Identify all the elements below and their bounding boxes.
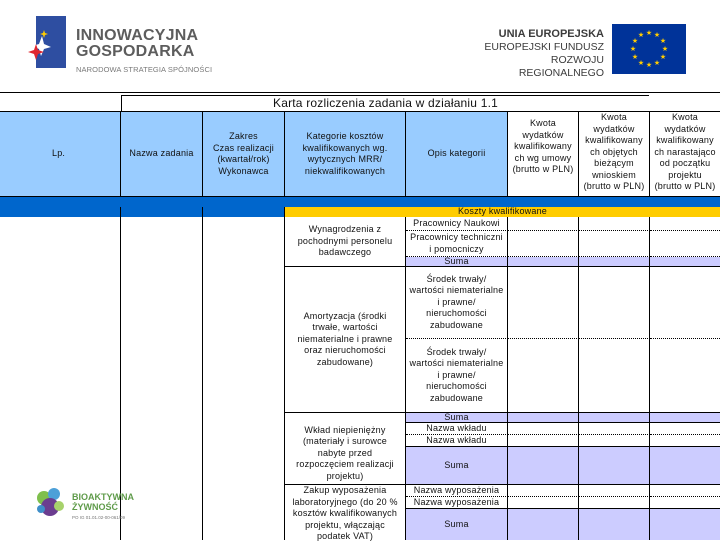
ig-subtitle: NARODOWA STRATEGIA SPÓJNOŚCI xyxy=(76,65,213,74)
item-pracownicy-naukowi: Pracownicy Naukowi xyxy=(406,217,508,231)
item-nazwa-wkladu-1: Nazwa wkładu xyxy=(406,423,508,435)
value-cell[interactable] xyxy=(579,267,650,339)
sum-value-cell xyxy=(650,447,720,485)
value-cell[interactable] xyxy=(650,267,720,339)
table-title: Karta rozliczenia zadania w działaniu 1.1 xyxy=(121,95,649,111)
svg-text:★: ★ xyxy=(645,29,653,37)
col-header-kwota-narastajaco: Kwota wydatków kwalifikowany ch narastająco od początku projektu (brutto w PLN) xyxy=(650,111,720,197)
group-amortyzacja: Amortyzacja (środki trwałe, wartości niematerialne i prawne oraz nieruchomości zabudowane) xyxy=(285,267,406,413)
ig-title-line2: GOSPODARKA xyxy=(76,43,195,60)
sum-wynagrodzenia: Suma xyxy=(406,257,508,267)
sum-value-cell xyxy=(508,447,579,485)
col-header-kategorie: Kategorie kosztów kwalifikowanych wg. wytycznych MRR/ niekwalifikowanych xyxy=(285,111,406,197)
value-cell[interactable] xyxy=(650,217,720,231)
item-srodek-trwaly-2: Środek trwały/ wartości niematerialne i prawne/ nieruchomości zabudowane xyxy=(406,339,508,413)
bio-title-line2: ŻYWNOŚĆ xyxy=(72,502,118,512)
sum-value-cell xyxy=(508,257,579,267)
sum-value-cell xyxy=(508,509,579,540)
sum-zakup: Suma xyxy=(406,509,508,540)
value-cell[interactable] xyxy=(508,231,579,257)
sum-amortyzacja: Suma xyxy=(406,413,508,423)
value-cell[interactable] xyxy=(650,423,720,435)
bioaktywna-zywnosc-logo xyxy=(30,482,70,522)
settlement-table xyxy=(0,93,720,540)
sum-value-cell xyxy=(579,257,650,267)
item-nazwa-wkladu-2: Nazwa wkładu xyxy=(406,435,508,447)
value-cell[interactable] xyxy=(650,497,720,509)
value-cell[interactable] xyxy=(579,423,650,435)
value-cell[interactable] xyxy=(579,485,650,497)
sum-wklad: Suma xyxy=(406,447,508,485)
value-cell[interactable] xyxy=(650,231,720,257)
value-cell[interactable] xyxy=(579,497,650,509)
value-cell[interactable] xyxy=(650,435,720,447)
group-zakup-wyposazenia: Zakup wyposażenia laboratoryjnego (do 20 % kosztów kwalifikowanych projektu, włączając podatek VAT) xyxy=(285,485,406,540)
value-cell[interactable] xyxy=(508,217,579,231)
page-header xyxy=(0,0,720,92)
svg-text:★: ★ xyxy=(637,31,645,39)
ig-title-line1: INNOWACYJNA xyxy=(76,27,199,44)
sum-value-cell xyxy=(650,257,720,267)
eu-fund-line1: EUROPEJSKI FUNDUSZ xyxy=(484,41,604,53)
col-header-kwota-umowa: Kwota wydatków kwalifikowany ch wg umowy (brutto w PLN) xyxy=(508,111,579,197)
value-cell[interactable] xyxy=(508,267,579,339)
item-srodek-trwaly-1: Środek trwały/ wartości niematerialne i prawne/ nieruchomości zabudowane xyxy=(406,267,508,339)
zakres-column-body xyxy=(203,217,285,540)
svg-text:★: ★ xyxy=(631,37,639,45)
value-cell[interactable] xyxy=(579,339,650,413)
col-header-nazwa: Nazwa zadania xyxy=(121,111,203,197)
group-wklad-niepieniezny: Wkład niepieniężny (materiały i surowce nabyte przed rozpoczęciem realizacji projektu) xyxy=(285,423,406,485)
group-wynagrodzenia: Wynagrodzenia z pochodnymi personelu badawczego xyxy=(285,217,406,267)
value-cell[interactable] xyxy=(650,339,720,413)
value-cell[interactable] xyxy=(508,339,579,413)
sum-value-cell xyxy=(579,509,650,540)
item-pracownicy-techniczni: Pracownicy techniczni i pomocniczy xyxy=(406,231,508,257)
value-cell[interactable] xyxy=(508,423,579,435)
svg-text:★: ★ xyxy=(661,45,669,53)
section-band-lp xyxy=(0,207,121,217)
item-nazwa-wyposazenia-1: Nazwa wyposażenia xyxy=(406,485,508,497)
svg-text:★: ★ xyxy=(629,45,637,53)
sum-value-cell xyxy=(508,413,579,423)
blank-cell xyxy=(285,413,406,423)
value-cell[interactable] xyxy=(579,217,650,231)
section-band-zakres xyxy=(203,207,285,217)
col-header-kwota-wniosek: Kwota wydatków kwalifikowany ch objętych bieżącym wnioskiem (brutto w PLN) xyxy=(579,111,650,197)
eu-flag-icon xyxy=(612,24,686,74)
sum-value-cell xyxy=(650,413,720,423)
sum-value-cell xyxy=(579,447,650,485)
col-header-lp: Lp. xyxy=(0,111,121,197)
bio-title-line1: BIOAKTYWNA xyxy=(72,492,134,502)
svg-text:★: ★ xyxy=(659,37,667,45)
sum-value-cell xyxy=(579,413,650,423)
value-cell[interactable] xyxy=(579,435,650,447)
separator-band xyxy=(0,197,720,207)
value-cell[interactable] xyxy=(508,435,579,447)
col-header-zakres: Zakres Czas realizacji (kwartał/rok) Wykonawca xyxy=(203,111,285,197)
section-band-nazwa xyxy=(121,207,203,217)
eu-fund-line2: ROZWOJU REGIONALNEGO xyxy=(518,54,604,79)
section-koszty-kwalifikowane: Koszty kwalifikowane xyxy=(285,207,720,217)
svg-text:★: ★ xyxy=(653,31,661,39)
value-cell[interactable] xyxy=(508,497,579,509)
bio-project-code: PO IG 01.01.02-00-061/09 xyxy=(72,515,126,520)
innowacyjna-gospodarka-logo xyxy=(28,16,68,68)
item-nazwa-wyposazenia-2: Nazwa wyposażenia xyxy=(406,497,508,509)
svg-text:★: ★ xyxy=(653,59,661,67)
svg-text:★: ★ xyxy=(659,53,667,61)
value-cell[interactable] xyxy=(650,485,720,497)
eu-title: UNIA EUROPEJSKA xyxy=(498,28,604,40)
svg-text:★: ★ xyxy=(631,53,639,61)
svg-text:★: ★ xyxy=(645,61,653,69)
col-header-opis: Opis kategorii xyxy=(406,111,508,197)
svg-text:★: ★ xyxy=(637,59,645,67)
sum-value-cell xyxy=(650,509,720,540)
bio-logo-text xyxy=(72,492,134,523)
value-cell[interactable] xyxy=(508,485,579,497)
value-cell[interactable] xyxy=(579,231,650,257)
